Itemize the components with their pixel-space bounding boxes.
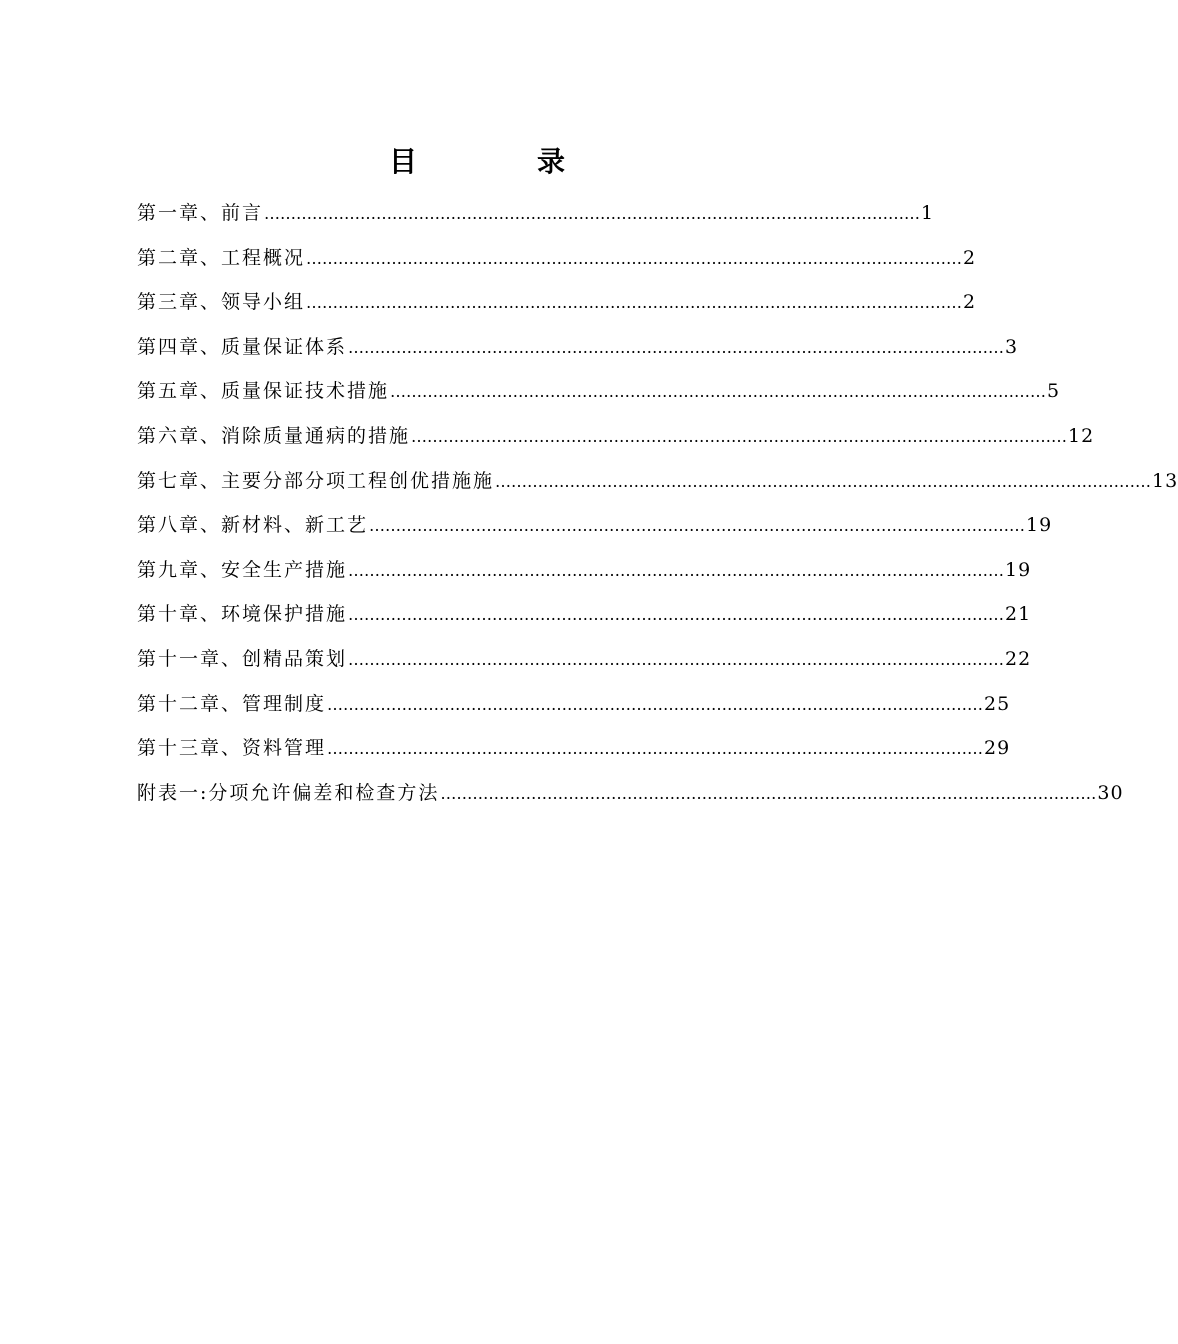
- toc-entry-label: 第九章、安全生产措施: [137, 558, 348, 581]
- toc-leader-dots: ……………………………………………………………………………………………………………: [348, 605, 1005, 625]
- toc-entry-page: 13: [1152, 469, 1178, 492]
- toc-entry[interactable]: [137, 330, 1019, 375]
- toc-entry[interactable]: [137, 553, 1032, 598]
- toc-entry-label: 第十章、环境保护措施: [137, 603, 348, 626]
- toc-entry[interactable]: [137, 776, 1124, 821]
- toc-entry[interactable]: [137, 374, 1061, 419]
- toc-entry-page: 1: [921, 202, 935, 224]
- toc-entry[interactable]: [137, 731, 1011, 776]
- toc-title: 目 录: [388, 145, 611, 178]
- toc-entry-page: 19: [1005, 558, 1032, 581]
- toc-entry-page: 25: [984, 692, 1011, 715]
- toc-entry-page: 29: [984, 737, 1011, 760]
- toc-entry[interactable]: [137, 597, 1032, 642]
- toc-entry-label: 第八章、新材料、新工艺: [137, 514, 369, 537]
- toc-entry-label: 第七章、主要分部分项工程创优措施施: [137, 469, 495, 492]
- toc-entry-label: 第四章、质量保证体系: [137, 335, 348, 358]
- toc-entry-label: 附表一:分项允许偏差和检查方法: [137, 781, 440, 804]
- toc-entry-page: 30: [1097, 781, 1124, 804]
- toc-entry[interactable]: [137, 419, 1095, 464]
- toc-entry-page: 2: [963, 291, 977, 314]
- toc-entry-page: 12: [1068, 424, 1095, 447]
- toc-leader-dots: ……………………………………………………………………………………………………………: [440, 783, 1097, 803]
- toc-entry[interactable]: [137, 642, 1032, 687]
- toc-leader-dots: ……………………………………………………………………………………………………………: [369, 516, 1026, 536]
- toc-leader-dots: ……………………………………………………………………………………………………………: [348, 560, 1005, 580]
- toc-leader-dots: ……………………………………………………………………………………………………………: [390, 382, 1047, 402]
- toc-leader-dots: ……………………………………………………………………………………………………………: [327, 739, 984, 759]
- toc-leader-dots: ……………………………………………………………………………………………………………: [327, 694, 984, 714]
- toc-leader-dots: ……………………………………………………………………………………………………………: [306, 293, 963, 313]
- toc-entry-label: 第五章、质量保证技术措施: [137, 380, 390, 403]
- toc-leader-dots: ……………………………………………………………………………………………………………: [306, 248, 963, 268]
- toc-entry[interactable]: [137, 464, 1178, 509]
- toc-entry-page: 22: [1005, 647, 1032, 670]
- toc-leader-dots: ……………………………………………………………………………………………………………: [411, 426, 1068, 446]
- toc-leader-dots: ……………………………………………………………………………………………………………: [348, 337, 1005, 357]
- toc-leader-dots: ……………………………………………………………………………………………………………: [495, 471, 1152, 491]
- toc-entry-label: 第十二章、管理制度: [137, 692, 327, 715]
- toc-entry[interactable]: [137, 285, 977, 330]
- toc-leader-dots: ……………………………………………………………………………………………………………: [264, 204, 921, 223]
- toc-entry-label: 第六章、消除质量通病的措施: [137, 424, 411, 447]
- toc-entry-page: 21: [1005, 603, 1032, 626]
- toc-entry-page: 2: [963, 246, 977, 269]
- toc-entry[interactable]: [137, 196, 935, 241]
- toc-entry-label: 第三章、领导小组: [137, 291, 306, 314]
- toc-entry[interactable]: [137, 687, 1011, 732]
- toc-entry[interactable]: [137, 508, 1053, 553]
- toc-entry-page: 3: [1005, 335, 1019, 358]
- toc-list: [137, 196, 1178, 820]
- toc-entry-label: 第十三章、资料管理: [137, 737, 327, 760]
- toc-entry-label: 第十一章、创精品策划: [137, 647, 348, 670]
- toc-leader-dots: ……………………………………………………………………………………………………………: [348, 649, 1005, 669]
- toc-entry-page: 5: [1047, 380, 1061, 403]
- toc-entry-label: 第一章、前言: [137, 202, 264, 224]
- toc-entry-label: 第二章、工程概况: [137, 246, 306, 269]
- toc-entry-page: 19: [1026, 514, 1053, 537]
- toc-entry[interactable]: [137, 241, 977, 286]
